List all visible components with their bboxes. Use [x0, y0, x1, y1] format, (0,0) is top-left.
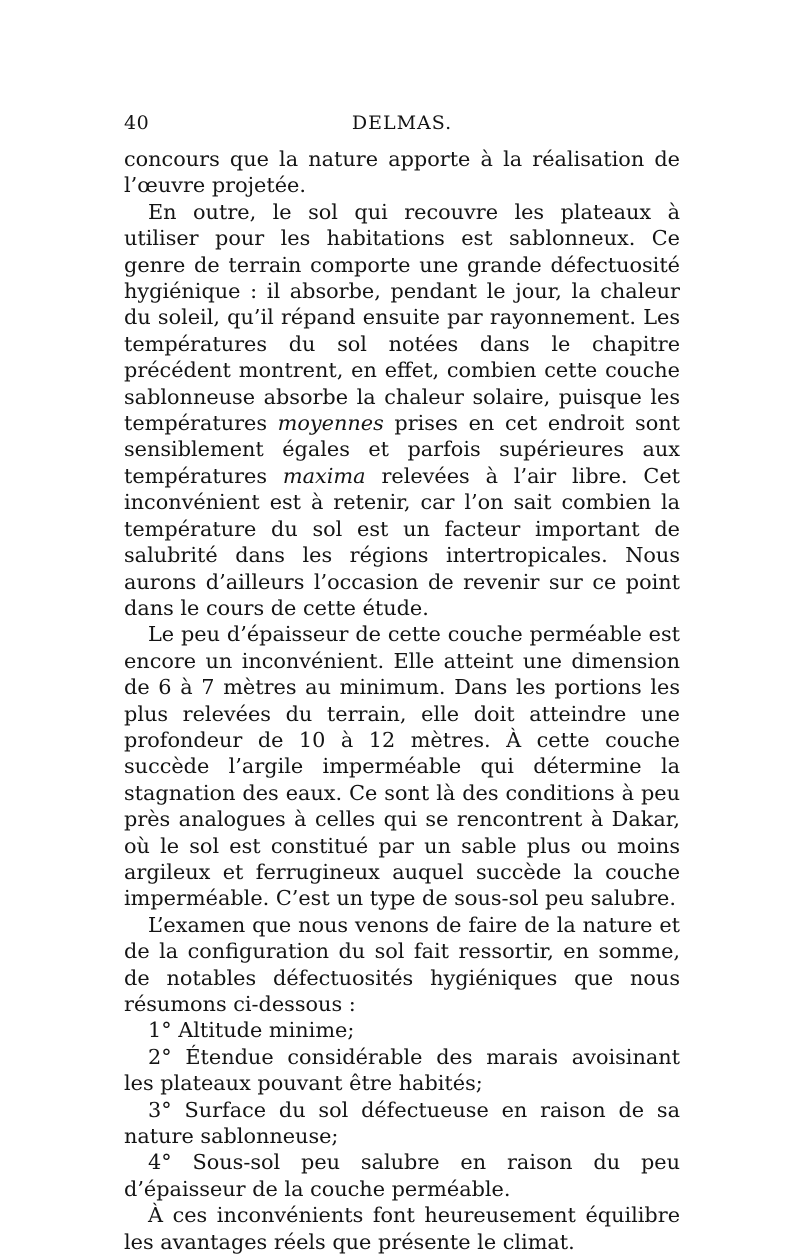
body-text — [124, 146, 680, 1255]
paragraph — [124, 1202, 680, 1255]
list-item — [124, 1017, 680, 1043]
paragraph — [124, 621, 680, 911]
text-segment: concours que la nature apporte à la réalisation de l’œuvre projetée. — [124, 147, 680, 198]
text-segment: 2° Étendue considérable des marais avoisinant les plateaux pouvant être habités; — [124, 1044, 680, 1096]
paragraph — [124, 199, 680, 622]
italic-text: moyennes — [277, 411, 384, 436]
list-item — [124, 1044, 680, 1097]
list-item — [124, 1149, 680, 1202]
text-segment: 4° Sous-sol peu salubre en raison du peu d’épaisseur de la couche perméable. — [124, 1150, 680, 1201]
paragraph — [124, 146, 680, 199]
page-header — [124, 112, 680, 142]
text-segment: À ces inconvénients font heureusement équilibre les avantages réels que présente le climat. — [124, 1203, 680, 1254]
text-segment: Le peu d’épaisseur de cette couche perméable est encore un inconvénient. Elle atteint une dimension de 6 à 7 mètres au minimum. Dans les portions les plus relevées du terrain, elle doit atteindre une profondeur de 10 à 12 mètres. À cette couche succède l’argile imperméable qui détermine la stagnation des eaux. Ce sont là des conditions à peu près analogues à celles qui se rencontrent à Dakar, où le sol est constitué par un sable plus ou moins argileux et ferrugineux auquel succède la couche imperméable. C’est un type de sous-sol peu salubre. — [124, 622, 680, 911]
text-segment: 1° Altitude minime; — [148, 1018, 355, 1043]
text-segment: prises en cet endroit sont sensiblement égales et parfois supérieures aux températures — [124, 411, 680, 488]
text-segment: L’examen que nous venons de faire de la nature et de la configuration du sol fait ressortir, en somme, de notables défectuosités hygiéniques que nous résumons ci-dessous : — [124, 912, 680, 1016]
paragraph — [124, 912, 680, 1018]
page-number: 40 — [124, 112, 150, 134]
text-segment: 3° Surface du sol défectueuse en raison de sa nature sablonneuse; — [124, 1097, 680, 1149]
text-segment: relevées à l’air libre. Cet inconvénient est à retenir, car l’on sait combien la température du sol est un facteur important de salubrité dans les régions intertropicales. Nous aurons d’ailleurs l’occasion de revenir sur ce point dans le cours de cette étude. — [124, 463, 680, 620]
running-title: DELMAS. — [351, 112, 453, 134]
italic-text: maxima — [282, 463, 366, 488]
list-item — [124, 1097, 680, 1150]
text-segment: En outre, le sol qui recouvre les plateaux à utiliser pour les habitations est sablonneux. Ce genre de terrain comporte une grande défectuosité hygiénique : il absorbe, pendant le jour, la chaleur du soleil, qu’il répand ensuite par rayonnement. Les températures du sol notées dans le chapitre précédent montrent, en effet, combien cette couche sablonneuse absorbe la chaleur solaire, puisque les températures — [124, 199, 680, 436]
